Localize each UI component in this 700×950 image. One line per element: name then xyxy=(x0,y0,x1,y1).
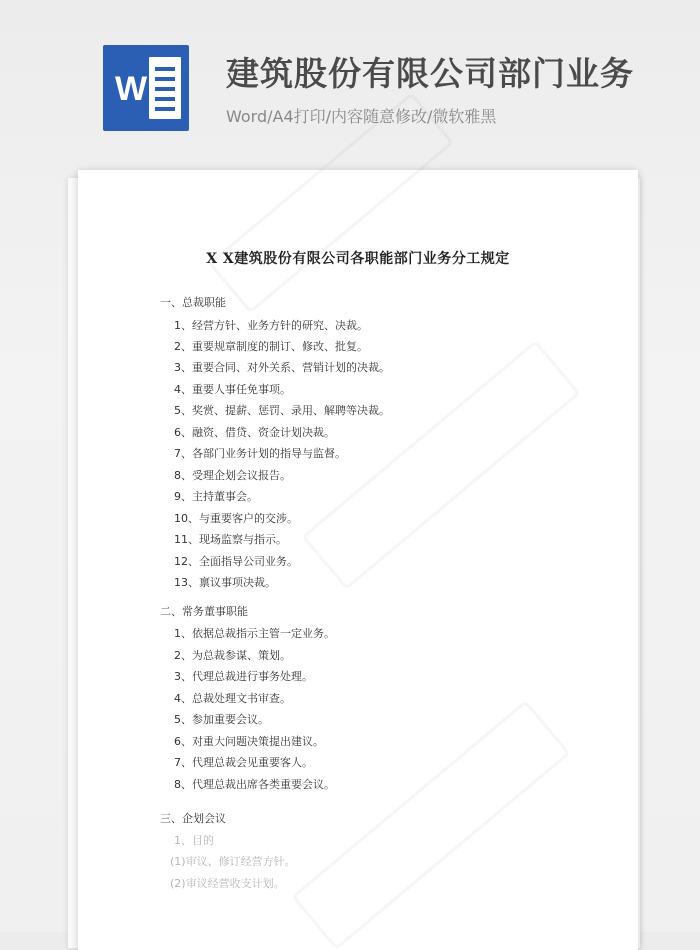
list-item: 9、主持董事会。 xyxy=(174,490,258,503)
list-item: 6、融资、借贷、资金计划决裁。 xyxy=(174,426,335,439)
word-icon xyxy=(103,45,189,131)
list-item: 4、总裁处理文书审查。 xyxy=(174,692,291,705)
watermark-mark xyxy=(291,700,570,950)
list-item: 6、对重大问题决策提出建议。 xyxy=(174,735,324,748)
list-item: 2、重要规章制度的制订、修改、批复。 xyxy=(174,340,368,353)
list-item: 12、全面指导公司业务。 xyxy=(174,555,298,568)
list-item: 11、现场监察与指示。 xyxy=(174,533,287,546)
section-heading: 一、总裁职能 xyxy=(160,296,226,309)
list-item: 13、禀议事项决裁。 xyxy=(174,576,276,589)
list-item: (1)审议、修订经营方针。 xyxy=(170,855,296,868)
list-item: 7、各部门业务计划的指导与监督。 xyxy=(174,447,346,460)
list-item: 5、参加重要会议。 xyxy=(174,713,269,726)
list-item: 1、依据总裁指示主管一定业务。 xyxy=(174,627,335,640)
list-item: 4、重要人事任免事项。 xyxy=(174,383,291,396)
list-item: 3、重要合同、对外关系、营销计划的决裁。 xyxy=(174,361,390,374)
banner-subtitle: Word/A4打印/内容随意修改/微软雅黑 xyxy=(226,107,497,126)
document-page xyxy=(78,170,638,950)
word-icon-letter: W xyxy=(115,70,148,108)
section-heading: 三、企划会议 xyxy=(160,812,226,825)
list-item: 1、目的 xyxy=(174,834,214,847)
list-item: 5、奖赏、提薪、惩罚、录用、解聘等决裁。 xyxy=(174,404,390,417)
banner-title: 建筑股份有限公司部门业务 xyxy=(226,54,634,93)
document-title: X X建筑股份有限公司各职能部门业务分工规定 xyxy=(206,251,510,267)
list-item: (2)审议经营收支计划。 xyxy=(170,877,285,890)
list-item: 8、受理企划会议报告。 xyxy=(174,469,291,482)
watermark-mark xyxy=(301,340,580,590)
list-item: 8、代理总裁出席各类重要会议。 xyxy=(174,778,335,791)
list-item: 10、与重要客户的交涉。 xyxy=(174,512,298,525)
banner-header xyxy=(0,0,700,160)
list-item: 7、代理总裁会见重要客人。 xyxy=(174,756,313,769)
list-item: 2、为总裁参谋、策划。 xyxy=(174,649,291,662)
list-item: 1、经营方针、业务方针的研究、决裁。 xyxy=(174,319,368,332)
list-item: 3、代理总裁进行事务处理。 xyxy=(174,670,313,683)
section-heading: 二、常务董事职能 xyxy=(160,605,248,618)
